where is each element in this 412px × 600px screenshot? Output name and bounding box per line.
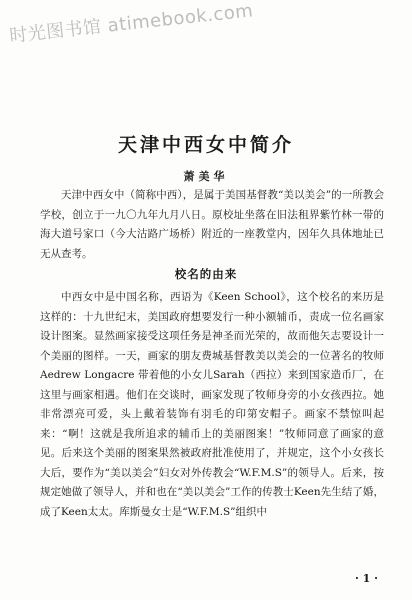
section-heading: 校名的由来 xyxy=(174,267,238,281)
article-title: 天津中西女中简介 xyxy=(117,134,294,156)
intro-paragraph: 天津中西女中（简称中西），是属于美国基督教“美以美会”的一所教会学校，创立于一九〇九年九月八日。原校址坐落在旧法租界紫竹林一带的海大道号家口（今大沽路广场桥）附近的一座教堂内，因年久具体地址已无从查考。 xyxy=(40,189,384,260)
watermark: 时光图书馆 atimebook.com xyxy=(8,0,255,47)
origin-paragraph: 中西女中是中国名称，西语为《Keen School》，这个校名的来历是这样的：十九世纪末，美国政府想要发行一种小额辅币，责成一位名画家设计图案。显然画家接受这项任务是神圣而光荣的，故而他矢志要设计一个美丽的图样。一天，画家的朋友费城基督教美以美会的一位著名的牧师 Aedrew Longacre 带着他的小女儿Sarah（西拉）来到国家造币厂，在这里与画家相遇。他们在交谈时，画家发现了牧师身旁的小女孩西拉。她非常漂亮可爱，头上戴着装饰有羽毛的印第安帽子。画家不禁惊叫起来：“啊！这就是我所追求的辅币上的美丽图案！”牧师同意了画家的意见。后来这个美丽的图案果然被政府批准使用了，并规定，这个小女孩长大后，要作为“美以美会”妇女对外传教会“W.F.M.S”的领导人。后来，按规定她做了领导人，并和也在“美以美会”工作的传教士Keen先生结了婚，成了Keen太太。库斯曼女士是“W.F.M.S”组织中 xyxy=(40,291,384,518)
page-number: · 1 · xyxy=(355,572,378,585)
author-name: 萧美华 xyxy=(183,170,229,183)
